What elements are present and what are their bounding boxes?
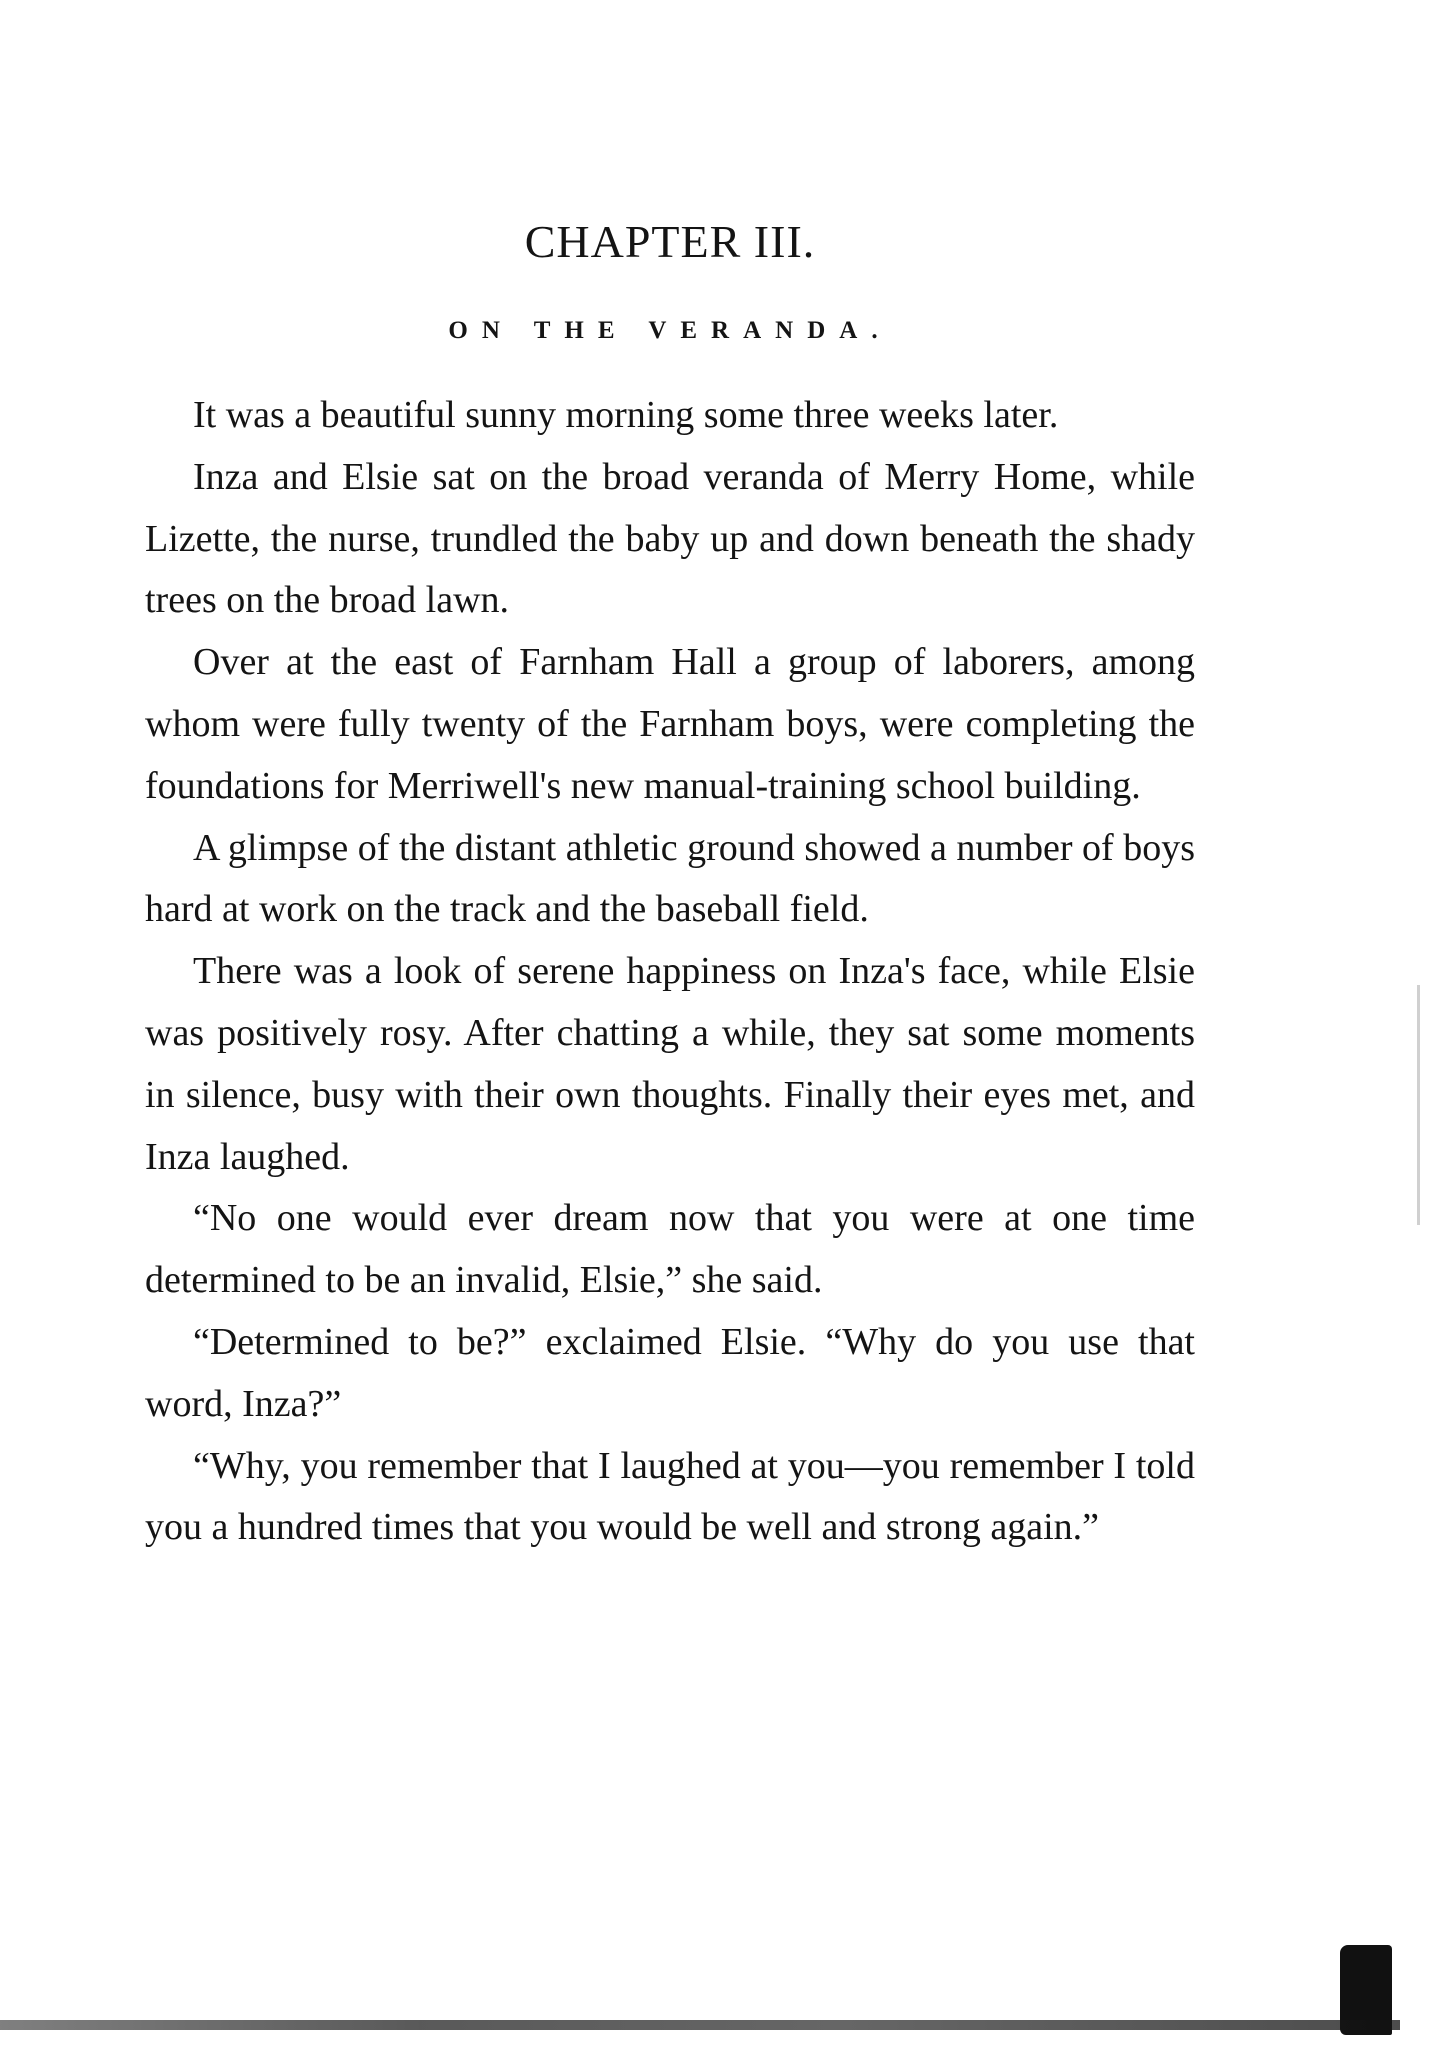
- scan-speck: [1417, 985, 1420, 1225]
- paragraph: There was a look of serene happiness on Inza's face, while Elsie was positively rosy. After chatting a while, they sat some moments in silence, busy with their own thoughts. Finally their eyes met, and Inza laughed.: [145, 950, 1195, 1178]
- chapter-subtitle: ON THE VERANDA.: [448, 317, 892, 344]
- scan-bottom-edge: [0, 2020, 1400, 2030]
- chapter-title: CHAPTER III.: [524, 216, 816, 267]
- paragraph: A glimpse of the distant athletic ground showed a number of boys hard at work on the track and the baseball field.: [145, 826, 1195, 931]
- paragraph: “Determined to be?” exclaimed Elsie. “Why do you use that word, Inza?”: [145, 1320, 1195, 1425]
- paragraph: It was a beautiful sunny morning some three weeks later.: [193, 394, 1059, 436]
- paragraph: “No one would ever dream now that you were at one time determined to be an invalid, Elsie,” she said.: [145, 1197, 1195, 1302]
- paragraph: Inza and Elsie sat on the broad veranda of Merry Home, while Lizette, the nurse, trundled the baby up and down beneath the shady trees on the broad lawn.: [145, 455, 1195, 622]
- paragraph: Over at the east of Farnham Hall a group of laborers, among whom were fully twenty of the Farnham boys, were completing the foundations for Merriwell's new manual-training school building.: [145, 641, 1195, 807]
- chapter-body: [145, 385, 1195, 1559]
- paragraph: “Why, you remember that I laughed at you—you remember I told you a hundred times that you would be well and strong again.”: [145, 1444, 1195, 1549]
